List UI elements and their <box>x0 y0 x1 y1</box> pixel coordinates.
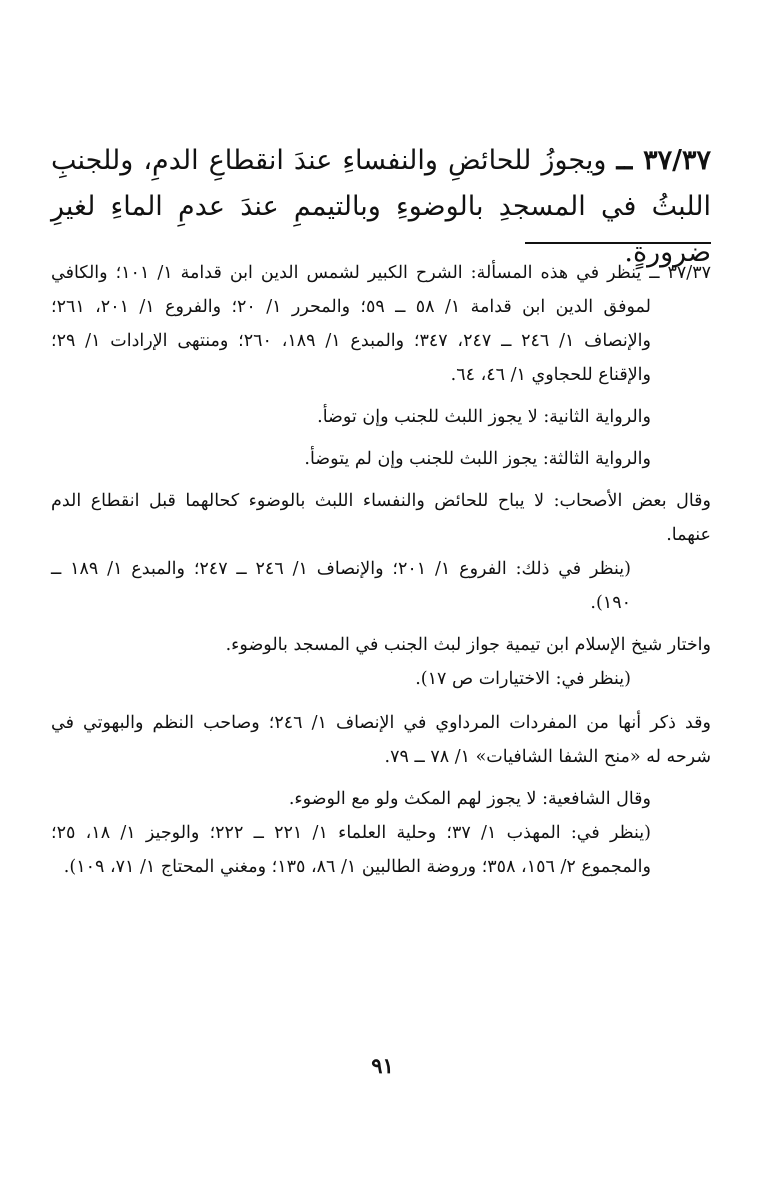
paragraph-number: ٣٧/٣٧ ــ <box>616 145 711 176</box>
footnote-separator <box>525 242 711 244</box>
footnote-second-narration: والرواية الثانية: لا يجوز اللبث للجنب وإن توضأ. <box>317 407 651 427</box>
footnote-companions-view: وقال بعض الأصحاب: لا يباح للحائض والنفساء اللبث بالوضوء كحالهما قبل انقطاع الدم عنهما. <box>51 491 711 545</box>
footnote-sources: ٣٧/٣٧ ــ ينظر في هذه المسألة: الشرح الكبير لشمس الدين ابن قدامة ١/ ١٠١؛ والكافي لموفق الدين ابن قدامة ١/ ٥٨ ــ ٥٩؛ والمحرر ١/ ٢٠؛ والفروع ١/ ٢٠١، ٢٦١؛ والإنصاف ١/ ٢٤٦ ــ ٢٤٧، ٣٤٧؛ والمبدع ١/ ١٨٩، ٢٦٠؛ ومنتهى الإرادات ١/ ٢٩؛ والإقناع للحجاوي ١/ ٤٦، ٦٤. <box>51 263 711 385</box>
footnote-ibn-taymiyya-reference: (ينظر في: الاختيارات ص ١٧). <box>415 669 631 689</box>
main-paragraph-text: ويجوزُ للحائضِ والنفساءِ عندَ انقطاعِ الدمِ، وللجنبِ اللبثُ في المسجدِ بالوضوءِ وبالتيممِ عندَ عدمِ الماءِ لغيرِ ضرورةٍ. <box>51 145 711 268</box>
page-number: ٩١ <box>371 1053 394 1078</box>
footnote-shafii-references: (ينظر في: المهذب ١/ ٣٧؛ وحلية العلماء ١/ ٢٢١ ــ ٢٢٢؛ والوجيز ١/ ١٨، ٢٥؛ والمجموع ٢/ ١٥٦، ٣٥٨؛ وروضة الطالبين ١/ ٨٦، ١٣٥؛ ومغني المحتاج ١/ ٧١، ١٠٩). <box>51 823 651 877</box>
footnotes <box>51 256 711 884</box>
footnote-companions-references: (ينظر في ذلك: الفروع ١/ ٢٠١؛ والإنصاف ١/ ٢٤٦ ــ ٢٤٧؛ والمبدع ١/ ١٨٩ ــ ١٩٠). <box>51 559 631 613</box>
footnote-shafii-view: وقال الشافعية: لا يجوز لهم المكث ولو مع الوضوء. <box>288 789 651 809</box>
footnote-third-narration: والرواية الثالثة: يجوز اللبث للجنب وإن لم يتوضأ. <box>304 449 651 469</box>
footnote-ibn-taymiyya-view: واختار شيخ الإسلام ابن تيمية جواز لبث الجنب في المسجد بالوضوء. <box>225 635 711 655</box>
footnote-mufradat-note: وقد ذكر أنها من المفردات المرداوي في الإنصاف ١/ ٢٤٦؛ وصاحب النظم والبهوتي في شرحه له «منح الشفا الشافيات» ١/ ٧٨ ــ ٧٩. <box>51 713 711 767</box>
